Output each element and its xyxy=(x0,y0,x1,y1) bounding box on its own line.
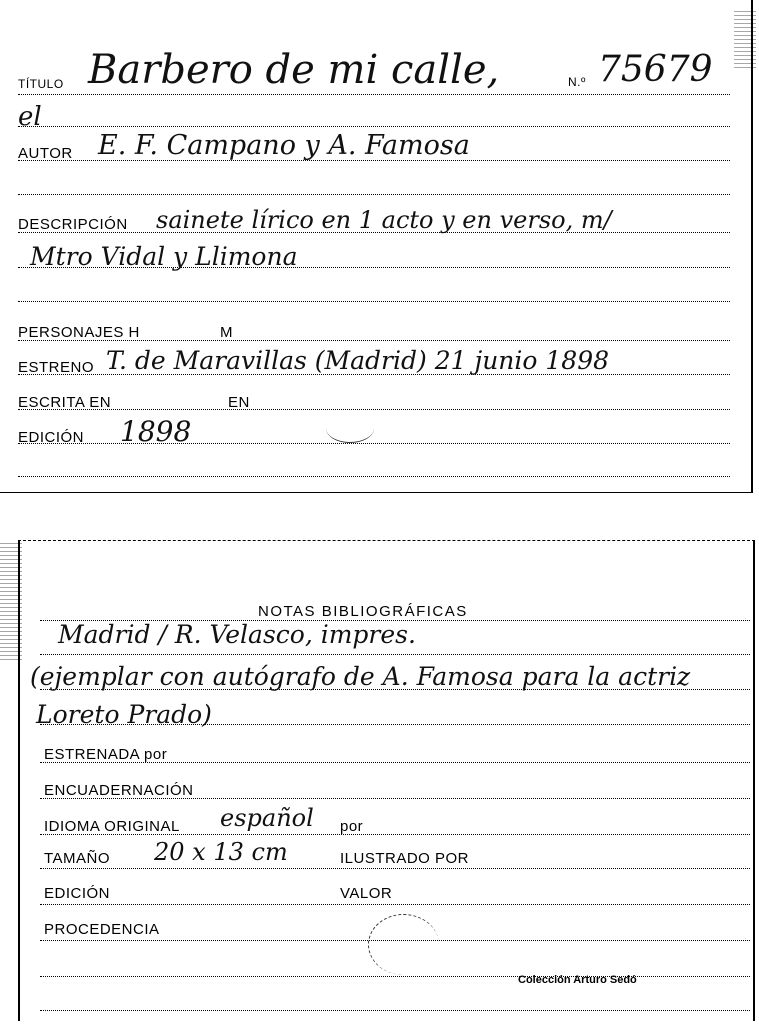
por-label: por xyxy=(340,818,364,835)
numero-label: N.º xyxy=(568,75,586,89)
autor-label: AUTOR xyxy=(18,145,73,162)
collection-footer: Colección Arturo Sedó xyxy=(518,974,637,986)
rule-blank-2 xyxy=(18,301,730,302)
idioma-value: español xyxy=(220,804,314,832)
autor-value: E. F. Campano y A. Famosa xyxy=(98,130,470,161)
rule-titulo xyxy=(18,94,730,95)
titulo-label: TÍTULO xyxy=(18,77,64,91)
procedencia-label: PROCEDENCIA xyxy=(44,921,160,938)
library-stamp xyxy=(368,914,439,975)
stamp-mark xyxy=(326,414,374,443)
titulo-value: Barbero de mi calle, xyxy=(88,47,500,93)
tamano-value: 20 x 13 cm xyxy=(154,838,288,866)
rule-b9 xyxy=(40,904,750,905)
rule-escrita xyxy=(18,409,730,410)
edicion-label-bottom: EDICIÓN xyxy=(44,885,111,902)
note-line-2: (ejemplar con autógrafo de A. Famosa para la actriz xyxy=(30,662,691,691)
estreno-label: ESTRENO xyxy=(18,359,95,376)
rule-b2 xyxy=(40,654,750,655)
rule-blank-1 xyxy=(18,194,730,195)
estreno-value: T. de Maravillas (Madrid) 21 junio 1898 xyxy=(106,346,610,375)
note-line-3: Loreto Prado) xyxy=(36,700,212,729)
descripcion-value: sainete lírico en 1 acto y en verso, m/ xyxy=(156,206,612,234)
rule-titulo-2 xyxy=(18,126,730,127)
scan-noise-left xyxy=(0,540,22,660)
edicion-label-top: EDICIÓN xyxy=(18,429,85,446)
descripcion-value-line2: Mtro Vidal y Llimona xyxy=(30,242,298,271)
descripcion-label: DESCRIPCIÓN xyxy=(18,216,128,233)
rule-b12 xyxy=(40,1010,750,1011)
edicion-value-top: 1898 xyxy=(120,415,192,448)
tamano-label: TAMAÑO xyxy=(44,850,111,867)
personajes-m-label: M xyxy=(220,324,233,341)
ilustrado-label: ILUSTRADO POR xyxy=(340,850,470,867)
rule-b11 xyxy=(40,976,750,977)
valor-label: VALOR xyxy=(340,885,393,902)
rule-bottom xyxy=(18,476,730,477)
numero-value: 75679 xyxy=(598,49,713,90)
personajes-label: PERSONAJES H xyxy=(18,324,140,341)
notas-heading: NOTAS BIBLIOGRÁFICAS xyxy=(258,603,468,620)
escrita-label: ESCRITA EN xyxy=(18,394,112,411)
estrenada-label: ESTRENADA por xyxy=(44,746,168,763)
rule-b8 xyxy=(40,868,750,869)
scan-noise xyxy=(734,8,756,68)
escrita-en-label: EN xyxy=(228,394,250,411)
titulo-value-line2: el xyxy=(18,102,42,132)
idioma-label: IDIOMA ORIGINAL xyxy=(44,818,180,835)
note-line-1: Madrid / R. Velasco, impres. xyxy=(58,620,416,649)
encuadernacion-label: ENCUADERNACIÓN xyxy=(44,782,194,799)
